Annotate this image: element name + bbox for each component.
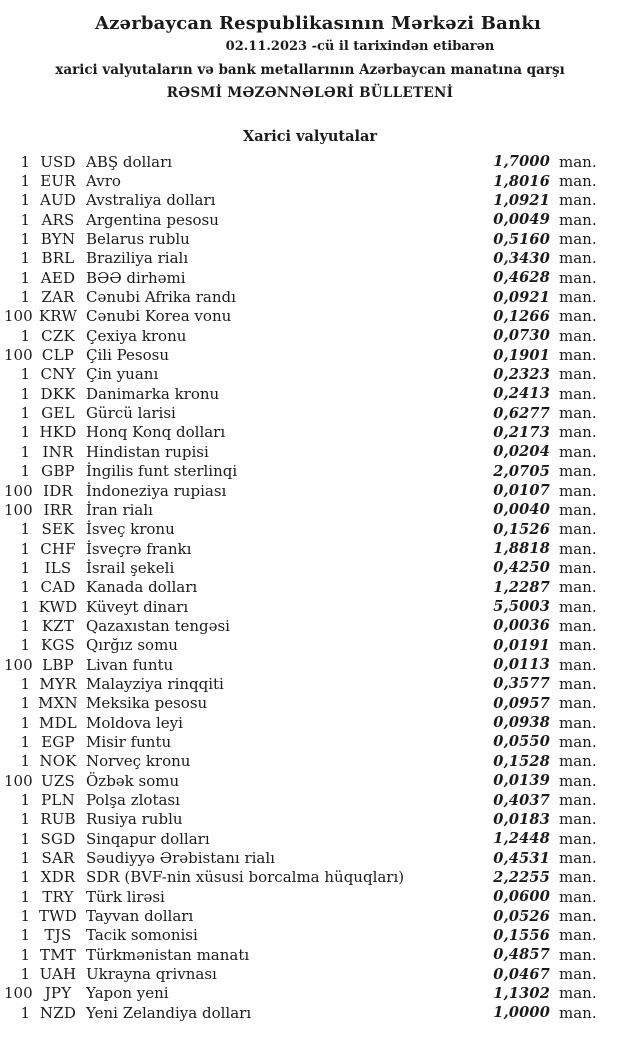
currency-code-cell: MXN xyxy=(38,694,78,713)
table-row xyxy=(4,500,596,519)
quantity-cell: 1 xyxy=(20,713,30,732)
rate-cell: 0,2173 xyxy=(493,423,550,441)
rate-cell: 0,4628 xyxy=(493,269,550,287)
currency-code-cell: CAD xyxy=(40,578,76,597)
table-row xyxy=(4,694,596,713)
currency-name-cell: Honq Konq dolları xyxy=(86,423,226,442)
table-row xyxy=(4,423,596,442)
unit-cell: man. xyxy=(559,965,597,984)
currency-name-cell: Moldova leyi xyxy=(86,713,183,732)
currency-code-cell: MYR xyxy=(39,674,77,693)
currency-code-cell: UZS xyxy=(41,771,75,790)
rate-cell: 0,1556 xyxy=(493,926,550,944)
table-row xyxy=(4,365,596,384)
currency-name-cell: Türkmənistan manatı xyxy=(86,945,250,964)
unit-cell: man. xyxy=(559,326,597,345)
rate-cell: 0,3430 xyxy=(493,249,550,267)
currency-code-cell: INR xyxy=(42,442,74,461)
unit-cell: man. xyxy=(559,752,597,771)
quantity-cell: 1 xyxy=(20,288,30,307)
unit-cell: man. xyxy=(559,907,597,926)
rate-cell: 1,7000 xyxy=(493,153,550,171)
unit-cell: man. xyxy=(559,423,597,442)
rate-cell: 0,0107 xyxy=(493,482,550,500)
unit-cell: man. xyxy=(559,191,597,210)
currency-code-cell: KWD xyxy=(38,597,78,616)
quantity-cell: 1 xyxy=(20,384,30,403)
subtitle-line: xarici valyutaların və bank metallarının Azərbaycan manatına qarşı xyxy=(55,62,565,78)
unit-cell: man. xyxy=(559,558,597,577)
unit-cell: man. xyxy=(559,887,597,906)
rate-cell: 0,1266 xyxy=(493,307,550,325)
currency-name-cell: Sinqapur dolları xyxy=(86,829,210,848)
unit-cell: man. xyxy=(559,520,597,539)
table-row xyxy=(4,287,596,306)
rate-cell: 0,0113 xyxy=(493,656,550,674)
currency-name-cell: Türk lirəsi xyxy=(86,887,165,906)
quantity-cell: 1 xyxy=(20,191,30,210)
table-row xyxy=(4,345,596,364)
unit-cell: man. xyxy=(559,172,597,191)
quantity-cell: 1 xyxy=(20,868,30,887)
quantity-cell: 1 xyxy=(20,829,30,848)
currency-code-cell: KGS xyxy=(40,636,76,655)
currency-name-cell: Küveyt dinarı xyxy=(86,597,189,616)
currency-code-cell: NZD xyxy=(39,1003,77,1022)
rate-cell: 0,0938 xyxy=(493,714,550,732)
table-row xyxy=(4,152,596,171)
table-row xyxy=(4,752,596,771)
currency-code-cell: CZK xyxy=(41,326,75,345)
rate-cell: 5,5003 xyxy=(493,598,550,616)
quantity-cell: 1 xyxy=(20,404,30,423)
currency-code-cell: MDL xyxy=(39,713,77,732)
currency-code-cell: USD xyxy=(40,152,76,171)
unit-cell: man. xyxy=(559,288,597,307)
quantity-cell: 1 xyxy=(20,926,30,945)
unit-cell: man. xyxy=(559,926,597,945)
quantity-cell: 1 xyxy=(20,423,30,442)
unit-cell: man. xyxy=(559,1003,597,1022)
currency-name-cell: Yapon yeni xyxy=(86,984,169,1003)
rate-cell: 0,4531 xyxy=(493,849,550,867)
unit-cell: man. xyxy=(559,868,597,887)
currency-name-cell: Gürcü larisi xyxy=(86,404,176,423)
table-row xyxy=(4,462,596,481)
rate-cell: 0,0600 xyxy=(493,888,550,906)
currency-name-cell: İsveç kronu xyxy=(86,520,175,539)
unit-cell: man. xyxy=(559,268,597,287)
currency-name-cell: İran rialı xyxy=(86,500,153,519)
currency-code-cell: TMT xyxy=(40,945,76,964)
currency-code-cell: GBP xyxy=(41,462,75,481)
unit-cell: man. xyxy=(559,500,597,519)
rate-cell: 0,0191 xyxy=(493,636,550,654)
currency-code-cell: KZT xyxy=(41,616,75,635)
unit-cell: man. xyxy=(559,230,597,249)
rate-cell: 2,0705 xyxy=(493,462,550,480)
currency-name-cell: İsveçrə frankı xyxy=(86,539,192,558)
unit-cell: man. xyxy=(559,694,597,713)
quantity-cell: 1 xyxy=(20,462,30,481)
table-row xyxy=(4,597,596,616)
table-row xyxy=(4,326,596,345)
currency-code-cell: NOK xyxy=(39,752,77,771)
rate-cell: 0,2323 xyxy=(493,365,550,383)
currency-name-cell: Tacik somonisi xyxy=(86,926,198,945)
currency-code-cell: GEL xyxy=(41,404,75,423)
currency-code-cell: IRR xyxy=(43,500,73,519)
table-row xyxy=(4,481,596,500)
quantity-cell: 1 xyxy=(20,172,30,191)
table-row xyxy=(4,558,596,577)
bulletin-title: RƏSMİ MƏZƏNNƏLƏRİ BÜLLETENİ xyxy=(166,85,454,101)
table-row xyxy=(4,210,596,229)
rate-cell: 0,1526 xyxy=(493,520,550,538)
currency-name-cell: Qazaxıstan tengəsi xyxy=(86,616,230,635)
currency-code-cell: TJS xyxy=(44,926,72,945)
rate-cell: 0,1901 xyxy=(493,346,550,364)
currency-name-cell: Polşa zlotası xyxy=(86,791,180,810)
quantity-cell: 1 xyxy=(20,616,30,635)
table-row xyxy=(4,403,596,422)
unit-cell: man. xyxy=(559,849,597,868)
rate-cell: 0,0921 xyxy=(493,288,550,306)
currency-name-cell: İndoneziya rupiası xyxy=(86,481,227,500)
rate-cell: 0,4250 xyxy=(493,559,550,577)
currency-name-cell: Tayvan dolları xyxy=(86,907,194,926)
table-row xyxy=(4,887,596,906)
rate-cell: 0,5160 xyxy=(493,230,550,248)
currency-name-cell: Çexiya kronu xyxy=(86,326,187,345)
rate-cell: 0,4857 xyxy=(493,946,550,964)
quantity-cell: 1 xyxy=(20,674,30,693)
currency-code-cell: SEK xyxy=(41,520,75,539)
rate-cell: 1,0921 xyxy=(493,191,550,209)
quantity-cell: 100 xyxy=(4,984,33,1003)
quantity-cell: 1 xyxy=(20,442,30,461)
unit-cell: man. xyxy=(559,616,597,635)
currency-code-cell: CLP xyxy=(41,346,75,365)
unit-cell: man. xyxy=(559,152,597,171)
currency-name-cell: Hindistan rupisi xyxy=(86,442,209,461)
currency-code-cell: EUR xyxy=(40,172,76,191)
currency-name-cell: Braziliya rialı xyxy=(86,249,189,268)
rate-cell: 0,2413 xyxy=(493,385,550,403)
quantity-cell: 1 xyxy=(20,907,30,926)
quantity-cell: 1 xyxy=(20,1003,30,1022)
table-row xyxy=(4,442,596,461)
quantity-cell: 1 xyxy=(20,520,30,539)
currency-code-cell: TWD xyxy=(38,907,78,926)
rate-cell: 0,6277 xyxy=(493,404,550,422)
rate-cell: 1,8818 xyxy=(493,540,550,558)
rate-cell: 0,0550 xyxy=(493,733,550,751)
currency-code-cell: HKD xyxy=(39,423,77,442)
rate-cell: 0,0526 xyxy=(493,907,550,925)
unit-cell: man. xyxy=(559,829,597,848)
rate-cell: 0,4037 xyxy=(493,791,550,809)
bulletin-header xyxy=(0,12,620,103)
quantity-cell: 1 xyxy=(20,636,30,655)
rate-cell: 0,0040 xyxy=(493,501,550,519)
rate-cell: 1,1302 xyxy=(493,984,550,1002)
unit-cell: man. xyxy=(559,539,597,558)
rate-cell: 1,2448 xyxy=(493,830,550,848)
quantity-cell: 1 xyxy=(20,230,30,249)
currency-code-cell: BRL xyxy=(41,249,75,268)
table-row xyxy=(4,790,596,809)
unit-cell: man. xyxy=(559,597,597,616)
currency-code-cell: BYN xyxy=(40,230,76,249)
rate-cell: 1,0000 xyxy=(493,1004,550,1022)
quantity-cell: 100 xyxy=(4,481,33,500)
currency-code-cell: ARS xyxy=(41,210,75,229)
currency-name-cell: Misir funtu xyxy=(86,732,172,751)
quantity-cell: 1 xyxy=(20,152,30,171)
rate-cell: 0,0183 xyxy=(493,810,550,828)
currency-name-cell: Belarus rublu xyxy=(86,230,190,249)
currency-code-cell: RUB xyxy=(40,810,76,829)
quantity-cell: 1 xyxy=(20,694,30,713)
quantity-cell: 1 xyxy=(20,732,30,751)
quantity-cell: 1 xyxy=(20,810,30,829)
quantity-cell: 1 xyxy=(20,849,30,868)
quantity-cell: 1 xyxy=(20,597,30,616)
rate-cell: 2,2255 xyxy=(493,868,550,886)
rate-cell: 0,0730 xyxy=(493,327,550,345)
rates-table xyxy=(0,152,620,1022)
table-row xyxy=(4,616,596,635)
quantity-cell: 100 xyxy=(4,500,33,519)
table-row xyxy=(4,868,596,887)
table-row xyxy=(4,307,596,326)
currency-name-cell: Rusiya rublu xyxy=(86,810,183,829)
currency-name-cell: Cənubi Korea vonu xyxy=(86,307,232,326)
unit-cell: man. xyxy=(559,984,597,1003)
table-row xyxy=(4,384,596,403)
unit-cell: man. xyxy=(559,674,597,693)
quantity-cell: 100 xyxy=(4,655,33,674)
quantity-cell: 1 xyxy=(20,965,30,984)
table-row xyxy=(4,171,596,190)
quantity-cell: 1 xyxy=(20,268,30,287)
effective-date-line: 02.11.2023 -cü il tarixindən etibarən xyxy=(225,39,495,54)
currency-code-cell: IDR xyxy=(43,481,73,500)
table-row xyxy=(4,984,596,1003)
unit-cell: man. xyxy=(559,771,597,790)
unit-cell: man. xyxy=(559,481,597,500)
currency-name-cell: Kanada dolları xyxy=(86,578,198,597)
currency-name-cell: İsrail şekeli xyxy=(86,558,175,577)
currency-code-cell: AUD xyxy=(39,191,77,210)
table-row xyxy=(4,520,596,539)
quantity-cell: 1 xyxy=(20,578,30,597)
bank-title: Azərbaycan Respublikasının Mərkəzi Bankı xyxy=(94,13,542,34)
currency-code-cell: DKK xyxy=(40,384,76,403)
table-row xyxy=(4,249,596,268)
table-row xyxy=(4,964,596,983)
quantity-cell: 100 xyxy=(4,346,33,365)
unit-cell: man. xyxy=(559,636,597,655)
unit-cell: man. xyxy=(559,462,597,481)
table-row xyxy=(4,1003,596,1022)
rate-cell: 0,0139 xyxy=(493,772,550,790)
currency-code-cell: XDR xyxy=(40,868,76,887)
rate-cell: 0,0204 xyxy=(493,443,550,461)
currency-name-cell: Səudiyyə Ərəbistanı rialı xyxy=(86,849,275,868)
currency-code-cell: LBP xyxy=(42,655,74,674)
unit-cell: man. xyxy=(559,384,597,403)
currency-name-cell: Ukrayna qrivnası xyxy=(86,965,217,984)
quantity-cell: 1 xyxy=(20,539,30,558)
unit-cell: man. xyxy=(559,210,597,229)
table-row xyxy=(4,906,596,925)
unit-cell: man. xyxy=(559,346,597,365)
unit-cell: man. xyxy=(559,404,597,423)
table-row xyxy=(4,732,596,751)
currency-code-cell: EGP xyxy=(41,732,75,751)
quantity-cell: 100 xyxy=(4,307,33,326)
table-row xyxy=(4,829,596,848)
currency-name-cell: İngilis funt sterlinqi xyxy=(86,462,238,481)
currency-name-cell: Meksika pesosu xyxy=(86,694,208,713)
currency-name-cell: Qırğız somu xyxy=(86,636,178,655)
currency-name-cell: SDR (BVF-nin xüsusi borcalma hüquqları) xyxy=(86,868,405,887)
section-heading: Xarici valyutalar xyxy=(242,128,378,145)
currency-name-cell: Çin yuanı xyxy=(86,365,159,384)
quantity-cell: 1 xyxy=(20,752,30,771)
quantity-cell: 1 xyxy=(20,945,30,964)
unit-cell: man. xyxy=(559,655,597,674)
table-row xyxy=(4,810,596,829)
unit-cell: man. xyxy=(559,791,597,810)
table-row xyxy=(4,713,596,732)
rate-cell: 0,0467 xyxy=(493,965,550,983)
unit-cell: man. xyxy=(559,732,597,751)
unit-cell: man. xyxy=(559,249,597,268)
table-row xyxy=(4,674,596,693)
table-row xyxy=(4,229,596,248)
currency-code-cell: ILS xyxy=(44,558,72,577)
currency-code-cell: KRW xyxy=(38,307,78,326)
currency-name-cell: Cənubi Afrika randı xyxy=(86,288,236,307)
currency-name-cell: ABŞ dolları xyxy=(86,152,173,171)
unit-cell: man. xyxy=(559,810,597,829)
quantity-cell: 1 xyxy=(20,365,30,384)
currency-code-cell: SGD xyxy=(40,829,76,848)
currency-name-cell: BƏƏ dirhəmi xyxy=(86,268,186,287)
quantity-cell: 1 xyxy=(20,210,30,229)
rate-cell: 0,3577 xyxy=(493,675,550,693)
currency-code-cell: TRY xyxy=(42,887,74,906)
currency-code-cell: PLN xyxy=(41,791,75,810)
rate-cell: 0,0036 xyxy=(493,617,550,635)
currency-name-cell: Argentina pesosu xyxy=(86,210,219,229)
currency-code-cell: CHF xyxy=(40,539,76,558)
currency-code-cell: JPY xyxy=(44,984,72,1003)
quantity-cell: 100 xyxy=(4,771,33,790)
currency-name-cell: Çili Pesosu xyxy=(86,346,170,365)
table-row xyxy=(4,771,596,790)
currency-code-cell: SAR xyxy=(41,849,75,868)
currency-name-cell: Livan funtu xyxy=(86,655,174,674)
unit-cell: man. xyxy=(559,945,597,964)
currency-code-cell: AED xyxy=(40,268,76,287)
unit-cell: man. xyxy=(559,307,597,326)
unit-cell: man. xyxy=(559,713,597,732)
table-row xyxy=(4,636,596,655)
rate-cell: 0,1528 xyxy=(493,752,550,770)
table-row xyxy=(4,655,596,674)
currency-code-cell: UAH xyxy=(39,965,77,984)
currency-name-cell: Yeni Zelandiya dolları xyxy=(86,1003,252,1022)
currency-code-cell: ZAR xyxy=(41,288,75,307)
quantity-cell: 1 xyxy=(20,887,30,906)
table-row xyxy=(4,926,596,945)
rate-cell: 0,0957 xyxy=(493,694,550,712)
table-row xyxy=(4,191,596,210)
unit-cell: man. xyxy=(559,442,597,461)
currency-name-cell: Danimarka kronu xyxy=(86,384,220,403)
currency-code-cell: CNY xyxy=(40,365,76,384)
currency-name-cell: Avstraliya dolları xyxy=(86,191,216,210)
currency-name-cell: Özbək somu xyxy=(86,771,180,790)
currency-name-cell: Malayziya rinqqiti xyxy=(86,674,224,693)
table-row xyxy=(4,539,596,558)
table-row xyxy=(4,578,596,597)
quantity-cell: 1 xyxy=(20,558,30,577)
quantity-cell: 1 xyxy=(20,326,30,345)
currency-name-cell: Norveç kronu xyxy=(86,752,191,771)
unit-cell: man. xyxy=(559,578,597,597)
table-row xyxy=(4,945,596,964)
table-row xyxy=(4,848,596,867)
quantity-cell: 1 xyxy=(20,249,30,268)
rate-cell: 0,0049 xyxy=(493,211,550,229)
rate-cell: 1,8016 xyxy=(493,172,550,190)
rate-cell: 1,2287 xyxy=(493,578,550,596)
unit-cell: man. xyxy=(559,365,597,384)
currency-name-cell: Avro xyxy=(86,172,121,191)
quantity-cell: 1 xyxy=(20,791,30,810)
table-row xyxy=(4,268,596,287)
